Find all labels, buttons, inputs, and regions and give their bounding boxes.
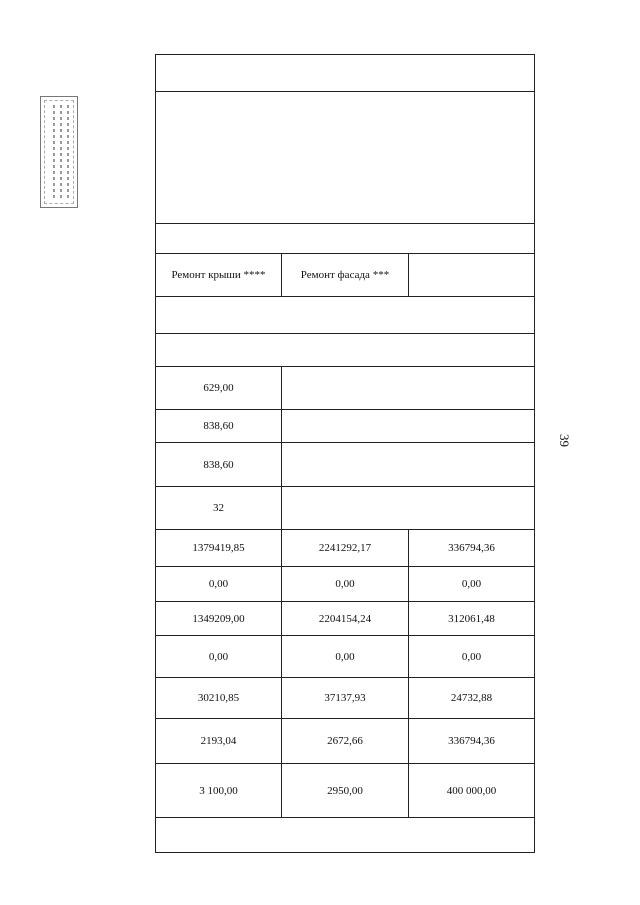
table-cell: 30210,85 <box>156 678 282 719</box>
table-row <box>156 297 535 334</box>
table-cell: 24732,88 <box>409 678 535 719</box>
empty-cell <box>282 443 535 487</box>
empty-cell <box>282 487 535 530</box>
empty-cell <box>156 92 535 224</box>
table-row <box>156 567 535 602</box>
table-cell: 2193,04 <box>156 719 282 764</box>
stamp-inner-border <box>44 100 74 204</box>
table-row <box>156 818 535 853</box>
table-row <box>156 678 535 719</box>
table-cell: 629,00 <box>156 367 282 410</box>
table-cell: 2204154,24 <box>282 602 409 636</box>
table-row <box>156 602 535 636</box>
table-cell: 0,00 <box>409 567 535 602</box>
table-row <box>156 224 535 254</box>
table-cell: 2950,00 <box>282 764 409 818</box>
table-row <box>156 719 535 764</box>
empty-cell <box>156 334 535 367</box>
table-cell: 838,60 <box>156 443 282 487</box>
table-row <box>156 443 535 487</box>
table-cell: 2672,66 <box>282 719 409 764</box>
table-row <box>156 636 535 678</box>
header-roof-repair: Ремонт крыши **** <box>156 254 282 297</box>
empty-cell <box>282 367 535 410</box>
table-cell: 1379419,85 <box>156 530 282 567</box>
table-cell: 3 100,00 <box>156 764 282 818</box>
page-number: 39 <box>557 434 572 447</box>
table-row <box>156 410 535 443</box>
header-facade-repair: Ремонт фасада *** <box>282 254 409 297</box>
table-cell: 37137,93 <box>282 678 409 719</box>
table-row <box>156 530 535 567</box>
table-row <box>156 367 535 410</box>
empty-cell <box>156 818 535 853</box>
table-row <box>156 764 535 818</box>
stamp-text-line <box>60 105 62 199</box>
table-cell: 2241292,17 <box>282 530 409 567</box>
table-cell: 0,00 <box>409 636 535 678</box>
table-cell: 0,00 <box>156 567 282 602</box>
table-cell: 400 000,00 <box>409 764 535 818</box>
table-row <box>156 487 535 530</box>
stamp-text-line <box>67 105 69 199</box>
table-cell: 336794,36 <box>409 719 535 764</box>
repair-cost-table <box>155 54 535 853</box>
table-cell: 838,60 <box>156 410 282 443</box>
header-row <box>156 254 535 297</box>
table-row <box>156 334 535 367</box>
empty-cell <box>156 55 535 92</box>
table-cell: 0,00 <box>156 636 282 678</box>
table-cell: 0,00 <box>282 636 409 678</box>
empty-cell <box>156 224 535 254</box>
table-cell: 32 <box>156 487 282 530</box>
table-row <box>156 92 535 224</box>
header-col3 <box>409 254 535 297</box>
approval-stamp <box>40 96 78 208</box>
table-cell: 1349209,00 <box>156 602 282 636</box>
table-cell: 0,00 <box>282 567 409 602</box>
table-row <box>156 55 535 92</box>
table-cell: 336794,36 <box>409 530 535 567</box>
empty-cell <box>282 410 535 443</box>
empty-cell <box>156 297 535 334</box>
stamp-text-line <box>53 105 55 199</box>
table-cell: 312061,48 <box>409 602 535 636</box>
